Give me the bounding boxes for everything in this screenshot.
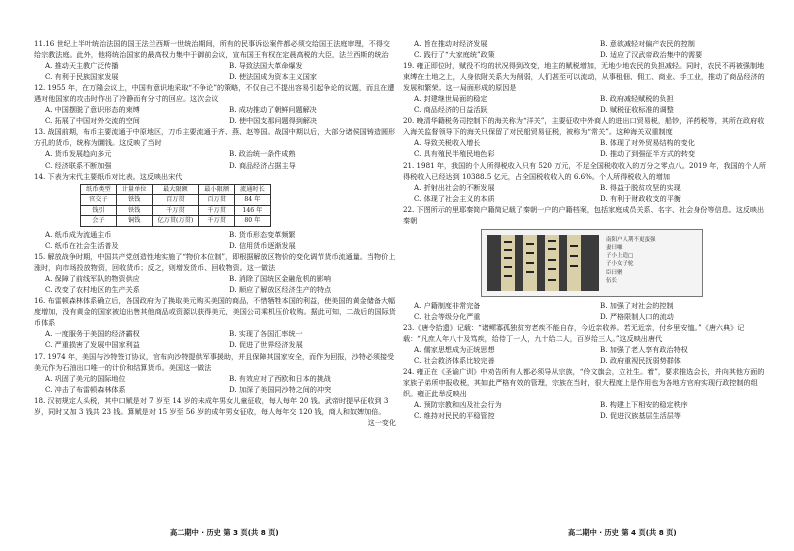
q13-option-b: B. 政治统一条件成熟 [229, 149, 296, 159]
question-23 [403, 322, 769, 366]
table-row [81, 195, 271, 206]
q18-option-a: A. 旨在推动对经济发展 [414, 39, 488, 48]
caption-line: 妻曰嗛 [606, 245, 623, 251]
q20-option-c: C. 具有殖民半殖民地色彩 [414, 149, 495, 159]
q24-option-a: A. 预防宗教和凶及社会行为 [414, 400, 502, 410]
table-cell: 纸币类型 [81, 184, 117, 195]
question-16 [34, 295, 396, 350]
q15-option-c: C. 改变了农村地区的生产关系 [45, 285, 140, 295]
q14-option-d: D. 信用货币逐渐发展 [229, 241, 296, 251]
question-24 [403, 366, 769, 421]
table-cell: 最大限额 [152, 184, 199, 195]
table-row [81, 216, 271, 227]
q14-option-c: C. 纸币在社会生活普及 [45, 241, 119, 251]
table-cell: 最小限额 [199, 184, 235, 195]
q18-option-c: C. 践行了“大家庭统”政策 [414, 50, 495, 60]
table-cell: 千万贯 [152, 205, 199, 216]
q13-option-d: D. 商品经济占据主导 [229, 160, 296, 170]
q24-option-d: D. 促进汉族基层生活层等 [600, 411, 681, 421]
question-15-stem: 15. 解放战争时期，中国共产党创造性地实施了“物价本位制”，即根据解放区物价的变化调节货币流通量。当物价上涨时，向市场投放物资，回收货币；反之，则增发货币、回收物资。这一做法 [34, 252, 396, 273]
figure-caption [606, 236, 698, 285]
q16-option-b: B. 实现了各国汇率统一 [229, 329, 303, 339]
question-17-stem: 17. 1974 年，美国与沙特签订协议，官布向沙特提供军事援助，并且保障其国家安全，而作为回报，沙特必须接受美元作为石油出口唯一的计价和结算货币。美国这一做法 [34, 351, 395, 372]
table-cell: 官交子 [81, 195, 117, 206]
page-footer-right: 高二期中 · 历史 第 4 页(共 8 页) [568, 528, 677, 537]
q20-option-d: D. 推动了到强征半方式的转变 [600, 149, 696, 159]
question-23-stem: 23.《唐令拾遗》记载：“诸鳏寡孤独贫穷老疾不能自存，今近亲收养。若无近亲，付乡里安恤。”《唐六典》记载：“凡庶人年八十及笃疾，给侍丁一人，九十给二人，百岁给三人。”这反映出唐代 [403, 322, 745, 343]
caption-line: 子小上造□ [606, 253, 634, 260]
question-17 [34, 351, 396, 395]
q21-option-a: A. 折射出社会的不断发展 [414, 182, 495, 192]
q22-option-d: D. 严格限制人口的流动 [600, 311, 674, 321]
table-cell: 铁钱 [116, 195, 152, 206]
qin-bamboo-slip-figure [481, 229, 703, 297]
question-14 [34, 171, 396, 252]
table-cell: 计量单位 [116, 184, 152, 195]
question-18-options [403, 38, 769, 60]
question-13 [34, 126, 396, 170]
q23-option-c: C. 社会救济体系比较完善 [414, 356, 495, 366]
q22-option-a: A. 户籍制度非常完备 [414, 300, 481, 310]
q11-option-b: B. 导致法国大革命爆发 [229, 61, 303, 71]
q19-option-a: A. 封建继世局面的稳定 [414, 94, 488, 104]
q17-option-c: C. 冲击了布雷顿森林体系 [45, 384, 126, 394]
q11-option-c: C. 有利于民族国家发展 [45, 72, 119, 82]
q17-option-a: A. 巩固了美元的国际地位 [45, 373, 126, 383]
question-19 [403, 60, 769, 115]
q16-option-c: C. 严重损害了发展中国家利益 [45, 340, 140, 350]
q18-option-d: D. 适应了汉武帝政治集中的需要 [600, 50, 703, 60]
table-cell: 铁钱 [116, 205, 152, 216]
q16-option-d: D. 促进了世界经济发展 [229, 340, 303, 350]
q16-option-a: A. 一度服务于美国的经济霸权 [45, 329, 140, 339]
table-cell: 会子 [81, 216, 117, 227]
q12-option-c: C. 拓展了中国对外交流的空间 [45, 116, 140, 126]
caption-line: 子小女子驼 [606, 261, 634, 268]
q13-option-a: A. 货币发展趋向多元 [45, 149, 112, 159]
caption-line: 臣曰聚 [606, 269, 623, 276]
paper-money-table [80, 184, 271, 227]
table-cell: 80 年 [235, 216, 271, 227]
bamboo-slip [567, 235, 581, 291]
question-12-stem: 12. 1955 年，在万隆会议上，中国有意识地采取“不争论”的策略，不仅自己不提出容易引起争论的议题，而且在遭遇对他国家的攻击时作出了冷静而有分寸的回应。这次会议 [34, 83, 395, 104]
table-row [81, 205, 271, 216]
table-cell: 千万贯 [199, 216, 235, 227]
question-22 [403, 204, 769, 322]
q21-option-c: C. 体现了社会主义的本质 [414, 193, 495, 203]
q12-option-a: A. 中国摆脱了意识形态的束缚 [45, 105, 140, 115]
table-cell: 百万贯 [199, 195, 235, 206]
bamboo-slip [545, 235, 559, 291]
table-cell: 流通时长 [235, 184, 271, 195]
q24-option-b: B. 构建上下相安的稳定秩序 [600, 400, 688, 410]
question-15 [34, 251, 396, 295]
table-header-row [81, 184, 271, 195]
question-21 [403, 160, 769, 204]
q21-option-d: D. 有利于财政收支的平衡 [600, 193, 681, 203]
question-18 [34, 395, 396, 428]
right-column [403, 38, 769, 421]
q14-option-a: A. 纸币成为流通主币 [45, 229, 112, 239]
bamboo-slip [501, 235, 515, 291]
q14-option-b: B. 货币形态变革频繁 [229, 229, 296, 239]
caption-line: 南阳户人荆不更蛮强 [606, 236, 656, 243]
question-14-stem: 14. 下表为宋代主要纸币对比表。这反映出宋代 [34, 171, 183, 181]
table-cell: 百万贯 [152, 195, 199, 206]
q19-option-d: D. 赋税征收标准的调整 [600, 105, 674, 115]
q17-option-b: B. 有效应对了西欧和日本的挑战 [229, 373, 331, 383]
q24-option-c: C. 维持对民民的平稳管控 [414, 411, 495, 421]
q22-option-b: B. 加强了对社会的控制 [600, 300, 674, 310]
question-18-tail: 这一变化 [367, 417, 396, 427]
question-24-stem: 24. 雍正在《圣谕广训》中劝告所有人都必须导从宗族，“伶文旗会，立社生。着”，要求推选会长，并向其他方面的家族子弟所申报收税，其如此严格有效的管理，宗族在当时，很大程度上是作用也为各地方官府实现行政控制的组织。雍正此举反映出 [403, 367, 765, 399]
question-20-stem: 20. 晚清华籍税务司控制下的海关称为“洋关”，主要征收中外商人的进出口贸易税，船钞，洋药税等，其所在政府收入海关监督领导下的海关只保留了对民船贸易征税，被称为“常关”。这种海关双重制度 [403, 116, 765, 137]
q20-option-b: B. 体现了对外贸易结构的变化 [600, 138, 695, 148]
bamboo-slip [523, 235, 537, 291]
q11-option-a: A. 推动天主教广泛传播 [45, 61, 119, 71]
page-footer-left: 高二期中 · 历史 第 3 页(共 8 页) [170, 528, 279, 537]
question-19-stem: 19. 雍正即位时，赋役不均的状况得到改变，地主的赋税增加，无地少地农民的负担减轻。同时，农民不再被强制地束缚在土地之上，人身依附关系大为削弱，人们甚至可以流动，从事租佃、佣工、商业、手工业，推动了商品经济的发展和繁荣。这一局面形成的原因是 [403, 61, 765, 93]
question-13-stem: 13. 战国前期，布币主要流通于中原地区，刀币主要流通于齐、燕、赵等国。战国中期以后，大部分诸侯国铸造圆形方孔的货币，统称为圜钱。这反映了当时 [34, 127, 396, 148]
q12-option-b: B. 成功推动了朝鲜问题解决 [229, 105, 317, 115]
bamboo-slip-photo [487, 235, 599, 291]
q15-option-d: D. 顺应了解放区经济生产的特点 [229, 285, 332, 295]
q12-option-d: D. 使中国支那问题得到解决 [229, 116, 317, 126]
q23-option-b: B. 加强了老人享有政治特权 [600, 344, 688, 354]
q15-option-a: A. 保障了前线军队的物资供应 [45, 274, 140, 284]
table-cell: 亿万贯(万贯) [152, 216, 199, 227]
q23-option-a: A. 儒家思想成为正统思想 [414, 344, 495, 354]
question-11-stem: 11.16 世纪上半叶统治法国的国王法兰西斯一世统治期间，所有的民事诉讼案件都必须交给国王法庭审理，不得交给宗教法庭。此外，他将统治国家的最高权力集中于御前会议，宣布国王有权在定晨高税的大臣，法兰西斯的统治 [34, 39, 390, 60]
question-11 [34, 38, 396, 82]
left-column [34, 38, 396, 428]
q15-option-b: B. 消除了国统区金融危机的影响 [229, 274, 331, 284]
question-16-stem: 16. 布雷顿森林体系确立后，各国政府为了换取美元购买美国的商品，不惜牺牲本国的利益，使美国的黄金储备大幅度增加，没有黄金的国家被迫出售其他商品或资源以获得美元，美国公司乘机压价收购。据此可知，二战后的国际货币体系 [34, 296, 396, 328]
question-12 [34, 82, 396, 126]
q20-option-a: A. 导致关税收入增长 [414, 138, 481, 148]
table-cell: 千万贯 [199, 205, 235, 216]
table-cell: 146 年 [235, 205, 271, 216]
q13-option-c: C. 经济联系不断加强 [45, 160, 112, 170]
table-cell: 84 年 [235, 195, 271, 206]
question-21-stem: 21. 1981 年，我国的个人所得税收入只有 520 万元，不足全国税收收入的万分之零点八。2019 年，我国的个人所得税收入已经达到 10388.5 亿元，占全国税收收入的 6.6%。个人所得税收入的增加 [403, 160, 767, 181]
q19-option-c: C. 商品经济的日益活跃 [414, 105, 488, 115]
q17-option-d: D. 加深了美国同沙特之间的冲突 [229, 384, 332, 394]
q19-option-b: B. 政府减轻赋税的负担 [600, 94, 674, 104]
q21-option-b: B. 得益于脱贫攻坚的实现 [600, 182, 681, 192]
q23-option-d: D. 政府重视民抚弱势群体 [600, 356, 681, 366]
q18-option-b: B. 意欲减轻对偏产农民的控制 [600, 39, 695, 48]
caption-line: 伍长 [606, 277, 618, 284]
question-20 [403, 115, 769, 159]
question-18-stem: 18. 汉初规定人头税，其中口赋是对 7 岁至 14 岁的未成年男女儿童征收，每人每年 20 钱。武帝时提早征收到 3 岁，同时又加 3 钱共 23 钱。算赋是对 15 岁至 56 岁的成年男女征收，每人每年交 120 钱，商人和奴婢加倍。 [34, 395, 389, 416]
question-22-stem: 22. 下图所示的里耶秦简户籍简记载了秦朝一户的户籍档案，包括家庭成员关系、名字、社会身份等信息。这反映出秦朝 [403, 204, 765, 225]
q11-option-d: D. 使法国成为资本主义国家 [229, 72, 317, 82]
table-cell: 铜钱 [116, 216, 152, 227]
q22-option-c: C. 社会等级分化严重 [414, 311, 481, 321]
table-cell: 钱引 [81, 205, 117, 216]
